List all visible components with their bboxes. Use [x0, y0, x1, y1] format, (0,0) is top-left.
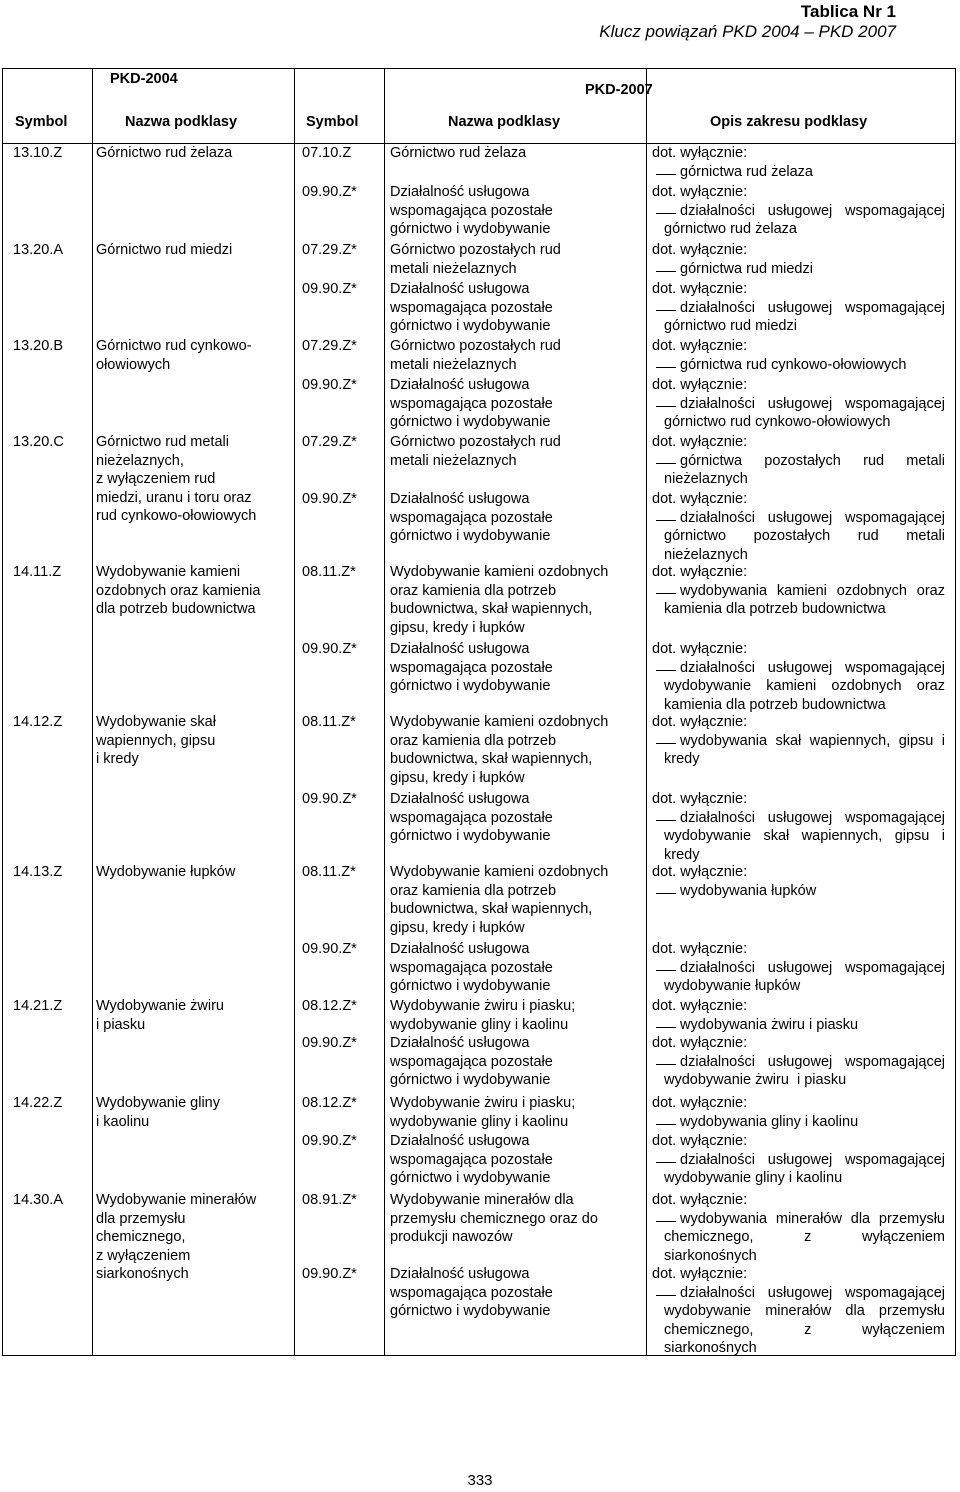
description-line: wydobywanie łupków — [664, 978, 801, 994]
pkd2007-name: Działalność usługowa wspomagająca pozostałe górnictwo i wydobywanie — [390, 641, 553, 694]
pkd2007-symbol: 08.91.Z* — [302, 1192, 357, 1208]
pkd2004-name: Wydobywanie gliny i kaolinu — [96, 1095, 220, 1130]
pkd2004-name: Górnictwo rud miedzi — [96, 242, 233, 258]
group-header-pkd2007: PKD-2007 — [585, 82, 653, 98]
description-prefix: dot. wyłącznie: — [652, 998, 748, 1014]
description-line: górnictwa rud miedzi — [680, 260, 813, 277]
dash-marker — [656, 820, 676, 821]
pkd2004-name: Wydobywanie żwiru i piasku — [96, 998, 225, 1033]
pkd2007-symbol: 07.29.Z* — [302, 242, 357, 258]
description-line: działalności usługowej wspomagającej — [680, 202, 945, 219]
description-line: wydobywania żwiru i piasku — [680, 1016, 859, 1033]
pkd2007-name: Wydobywanie kamieni ozdobnych oraz kamienia dla potrzeb budownictwa, skał wapiennych, gipsu, kredy i łupków — [390, 714, 609, 786]
pkd2004-symbol: 14.11.Z — [13, 564, 62, 580]
description-line: wydobywanie gliny i kaolinu — [664, 1170, 843, 1186]
dash-marker — [656, 174, 676, 175]
description-prefix: dot. wyłącznie: — [652, 491, 748, 507]
pkd2007-name: Wydobywanie minerałów dla przemysłu chemicznego oraz do produkcji nawozów — [390, 1192, 598, 1245]
group-header-pkd2004: PKD-2004 — [110, 71, 178, 87]
dash-marker — [656, 1295, 676, 1296]
pkd2007-symbol: 09.90.Z* — [302, 281, 357, 297]
description-line: wydobywania gliny i kaolinu — [680, 1113, 859, 1130]
pkd2007-symbol: 07.10.Z — [302, 145, 352, 161]
pkd2007-name: Działalność usługowa wspomagająca pozostałe górnictwo i wydobywanie — [390, 1266, 553, 1319]
description-prefix: dot. wyłącznie: — [652, 434, 748, 450]
pkd2007-name: Górnictwo pozostałych rud metali nieżelaznych — [390, 242, 561, 277]
pkd2007-name: Działalność usługowa wspomagająca pozostałe górnictwo i wydobywanie — [390, 377, 553, 430]
pkd2004-symbol: 13.10.Z — [13, 145, 63, 161]
dash-marker — [656, 1162, 676, 1163]
pkd2007-symbol: 09.90.Z* — [302, 641, 357, 657]
pkd2007-name: Wydobywanie żwiru i piasku; wydobywanie gliny i kaolinu — [390, 998, 576, 1033]
description-prefix: dot. wyłącznie: — [652, 242, 748, 258]
pkd2004-name: Wydobywanie minerałów dla przemysłu chemicznego, z wyłączeniem siarkonośnych — [96, 1192, 257, 1282]
description-line: górnictwo pozostałych rud metali — [664, 528, 945, 544]
pkd2007-name: Działalność usługowa wspomagająca pozostałe górnictwo i wydobywanie — [390, 1035, 553, 1088]
description-line: siarkonośnych — [664, 1247, 757, 1264]
description-line: wydobywanie minerałów dla przemysłu — [664, 1303, 945, 1319]
dash-marker — [656, 893, 676, 894]
pkd2007-symbol: 09.90.Z* — [302, 377, 357, 393]
pkd2004-symbol: 14.12.Z — [13, 714, 63, 730]
pkd2007-name: Wydobywanie żwiru i piasku; wydobywanie gliny i kaolinu — [390, 1095, 576, 1130]
description-line: wydobywania skał wapiennych, gipsu i — [680, 732, 945, 749]
description-line: działalności usługowej wspomagającej — [680, 299, 945, 316]
description-prefix: dot. wyłącznie: — [652, 1192, 748, 1208]
table-subtitle: Klucz powiązań PKD 2004 – PKD 2007 — [599, 22, 896, 41]
description-line: kredy — [664, 751, 700, 767]
description-prefix: dot. wyłącznie: — [652, 941, 748, 957]
description-line: wydobywanie kamieni ozdobnych oraz — [664, 678, 945, 694]
pkd2004-symbol: 14.30.A — [13, 1192, 63, 1208]
description-prefix: dot. wyłącznie: — [652, 377, 748, 393]
pkd2007-name: Działalność usługowa wspomagająca pozostałe górnictwo i wydobywanie — [390, 491, 553, 544]
table-title: Tablica Nr 1 — [800, 2, 896, 21]
pkd2004-name: Wydobywanie kamieni ozdobnych oraz kamienia dla potrzeb budownictwa — [96, 564, 261, 617]
pkd2007-symbol: 09.90.Z* — [302, 491, 357, 507]
pkd2007-name: Górnictwo pozostałych rud metali nieżelaznych — [390, 338, 561, 373]
description-line: kamienia dla potrzeb budownictwa — [664, 601, 886, 617]
pkd2007-name: Wydobywanie kamieni ozdobnych oraz kamienia dla potrzeb budownictwa, skał wapiennych, gipsu, kredy i łupków — [390, 864, 609, 936]
pkd2004-name: Górnictwo rud żelaza — [96, 145, 233, 161]
dash-marker — [656, 1221, 676, 1222]
description-prefix: dot. wyłącznie: — [652, 1035, 748, 1051]
pkd2007-name: Górnictwo rud żelaza — [390, 145, 527, 161]
description-line: nieżelaznych — [664, 471, 748, 487]
description-line: działalności usługowej wspomagającej — [680, 1053, 945, 1070]
description-line: górnictwa rud cynkowo-ołowiowych — [680, 356, 907, 373]
description-prefix: dot. wyłącznie: — [652, 145, 748, 161]
pkd2004-symbol: 14.21.Z — [13, 998, 63, 1014]
pkd2007-name: Wydobywanie kamieni ozdobnych oraz kamienia dla potrzeb budownictwa, skał wapiennych, gipsu, kredy i łupków — [390, 564, 609, 636]
description-line: działalności usługowej wspomagającej — [680, 1151, 945, 1168]
pkd2007-symbol: 09.90.Z* — [302, 1266, 357, 1282]
description-line: wydobywanie żwiru i piasku — [664, 1072, 847, 1088]
description-line: wydobywania minerałów dla przemysłu — [680, 1210, 945, 1227]
pkd2007-symbol: 09.90.Z* — [302, 1133, 357, 1149]
dash-marker — [656, 213, 676, 214]
description-line: chemicznego, z wyłączeniem — [664, 1229, 945, 1245]
pkd2007-symbol: 09.90.Z* — [302, 941, 357, 957]
description-line: nieżelaznych — [664, 546, 748, 563]
description-line: górnictwo rud miedzi — [664, 318, 797, 334]
dash-marker — [656, 406, 676, 407]
column-divider — [384, 69, 385, 1355]
description-prefix: dot. wyłącznie: — [652, 281, 748, 297]
pkd2007-name: Działalność usługowa wspomagająca pozostałe górnictwo i wydobywanie — [390, 281, 553, 334]
description-line: kamienia dla potrzeb budownictwa — [664, 696, 886, 713]
description-prefix: dot. wyłącznie: — [652, 184, 748, 200]
description-line: górnictwo rud żelaza — [664, 221, 797, 237]
description-line: wydobywania łupków — [680, 882, 817, 899]
column-header-symbol-2007: Symbol — [306, 114, 359, 130]
column-header-description: Opis zakresu podklasy — [710, 114, 868, 130]
description-prefix: dot. wyłącznie: — [652, 1266, 748, 1282]
dash-marker — [656, 367, 676, 368]
description-line: działalności usługowej wspomagającej — [680, 809, 945, 826]
description-line: górnictwa pozostałych rud metali — [680, 452, 945, 469]
pkd2007-symbol: 08.12.Z* — [302, 1095, 357, 1111]
pkd2004-name: Górnictwo rud cynkowo- ołowiowych — [96, 338, 252, 373]
description-prefix: dot. wyłącznie: — [652, 1133, 748, 1149]
pkd2004-symbol: 14.13.Z — [13, 864, 63, 880]
dash-marker — [656, 271, 676, 272]
pkd2007-symbol: 09.90.Z* — [302, 1035, 357, 1051]
pkd2004-name: Górnictwo rud metali nieżelaznych, z wyłączeniem rud miedzi, uranu i toru oraz rud cynkowo-ołowiowych — [96, 434, 257, 524]
description-prefix: dot. wyłącznie: — [652, 1095, 748, 1111]
description-line: działalności usługowej wspomagającej — [680, 1284, 945, 1301]
description-line: działalności usługowej wspomagającej — [680, 659, 945, 676]
description-line: wydobywania kamieni ozdobnych oraz — [680, 582, 945, 599]
dash-marker — [656, 463, 676, 464]
pkd2007-name: Działalność usługowa wspomagająca pozostałe górnictwo i wydobywanie — [390, 1133, 553, 1186]
description-line: kredy — [664, 846, 700, 863]
description-prefix: dot. wyłącznie: — [652, 564, 748, 580]
pkd2007-symbol: 08.11.Z* — [302, 864, 356, 880]
description-prefix: dot. wyłącznie: — [652, 641, 748, 657]
dash-marker — [656, 1064, 676, 1065]
description-line: chemicznego, z wyłączeniem — [664, 1321, 945, 1338]
description-prefix: dot. wyłącznie: — [652, 714, 748, 730]
description-line: górnictwo rud cynkowo-ołowiowych — [664, 414, 891, 430]
pkd2007-symbol: 08.11.Z* — [302, 714, 356, 730]
description-line: górnictwa rud żelaza — [680, 163, 813, 180]
page-number: 333 — [467, 1472, 493, 1489]
pkd2007-symbol: 09.90.Z* — [302, 791, 357, 807]
description-prefix: dot. wyłącznie: — [652, 791, 748, 807]
pkd2007-symbol: 07.29.Z* — [302, 338, 357, 354]
pkd2007-symbol: 09.90.Z* — [302, 184, 357, 200]
pkd2004-symbol: 13.20.A — [13, 242, 63, 258]
pkd2007-name: Działalność usługowa wspomagająca pozostałe górnictwo i wydobywanie — [390, 791, 553, 844]
description-prefix: dot. wyłącznie: — [652, 338, 748, 354]
column-divider — [646, 69, 647, 1355]
dash-marker — [656, 670, 676, 671]
column-header-symbol-2004: Symbol — [15, 114, 68, 130]
description-line: działalności usługowej wspomagającej — [680, 395, 945, 412]
dash-marker — [656, 1027, 676, 1028]
pkd2004-name: Wydobywanie łupków — [96, 864, 236, 880]
column-divider — [294, 69, 295, 1355]
dash-marker — [656, 520, 676, 521]
pkd2007-symbol: 07.29.Z* — [302, 434, 357, 450]
column-header-name-2004: Nazwa podklasy — [125, 114, 238, 130]
description-line: działalności usługowej wspomagającej — [680, 959, 945, 976]
pkd2007-symbol: 08.11.Z* — [302, 564, 356, 580]
pkd2004-symbol: 13.20.C — [13, 434, 64, 450]
pkd2004-symbol: 13.20.B — [13, 338, 63, 354]
dash-marker — [656, 310, 676, 311]
column-divider — [92, 69, 93, 1355]
description-prefix: dot. wyłącznie: — [652, 864, 748, 880]
pkd2007-name: Działalność usługowa wspomagająca pozostałe górnictwo i wydobywanie — [390, 184, 553, 237]
pkd2007-name: Górnictwo pozostałych rud metali nieżelaznych — [390, 434, 561, 469]
dash-marker — [656, 1124, 676, 1125]
dash-marker — [656, 593, 676, 594]
pkd2007-name: Działalność usługowa wspomagająca pozostałe górnictwo i wydobywanie — [390, 941, 553, 994]
dash-marker — [656, 743, 676, 744]
pkd2004-name: Wydobywanie skał wapiennych, gipsu i kredy — [96, 714, 216, 767]
pkd2004-symbol: 14.22.Z — [13, 1095, 63, 1111]
description-line: siarkonośnych — [664, 1340, 757, 1356]
pkd2007-symbol: 08.12.Z* — [302, 998, 357, 1014]
description-line: wydobywanie skał wapiennych, gipsu i — [664, 828, 945, 844]
description-line: działalności usługowej wspomagającej — [680, 509, 945, 526]
column-header-name-2007: Nazwa podklasy — [448, 114, 561, 130]
dash-marker — [656, 970, 676, 971]
